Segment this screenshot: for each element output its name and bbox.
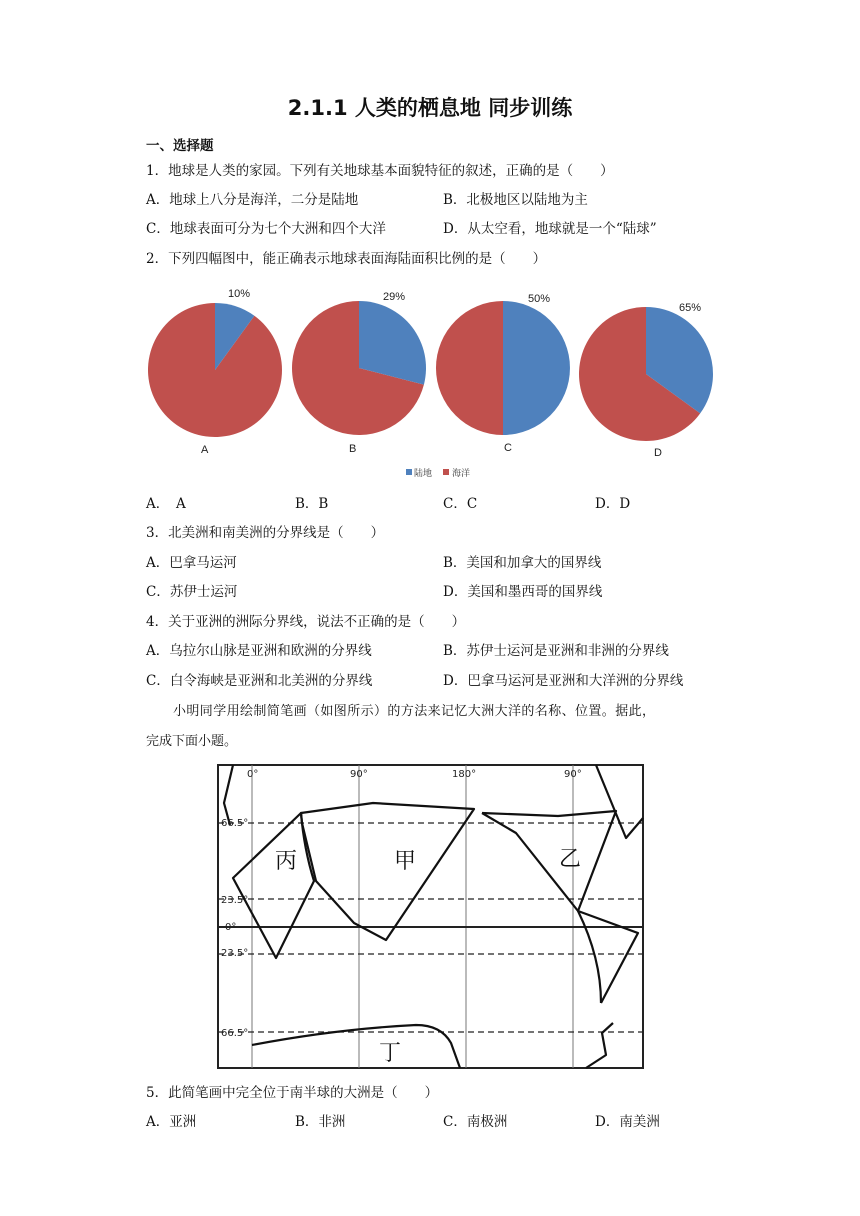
q3-option-c: C．苏伊士运河 (146, 584, 238, 600)
lon-label-90w: 90° (564, 769, 582, 780)
q3-option-d: D．美国和墨西哥的国界线 (443, 584, 603, 600)
pie-chart-label-A: A (201, 444, 209, 456)
pie-chart-label-D: D (654, 447, 662, 459)
pie-slice-land-C (503, 301, 570, 435)
map-frame (218, 765, 643, 1068)
map-label-yi: 乙 (559, 847, 582, 872)
lon-label-0: 0° (247, 769, 259, 780)
q2-stem: 2．下列四幅图中，能正确表示地球表面海陆面积比例的是（ ） (146, 251, 547, 267)
map-label-bing: 丙 (275, 849, 298, 874)
q1-stem: 1．地球是人类的家园。下列有关地球基本面貌特征的叙述，正确的是（ ） (146, 163, 614, 179)
q2-option-d: D．D (595, 496, 631, 512)
q1-option-b: B．北极地区以陆地为主 (443, 192, 588, 208)
pie-value-label-D: 65% (679, 302, 702, 314)
lat-label-66s: 66.5° (221, 1028, 249, 1039)
map-label-jia: 甲 (394, 849, 417, 874)
q2-option-c: C．C (443, 496, 478, 512)
sketch-map (216, 763, 646, 1071)
lat-label-66n: 66.5° (221, 818, 249, 829)
pie-charts (0, 278, 860, 488)
q4-option-c: C．白令海峡是亚洲和北美洲的分界线 (146, 673, 373, 689)
q3-option-b: B．美国和加拿大的国界线 (443, 555, 602, 571)
q2-option-a: A． A (146, 496, 186, 512)
q5-option-b: B．非洲 (295, 1114, 346, 1130)
page-title: 2.1.1 人类的栖息地 同步训练 (287, 96, 573, 120)
map-label-ding: 丁 (379, 1041, 402, 1066)
q4-option-a: A．乌拉尔山脉是亚洲和欧洲的分界线 (146, 643, 372, 659)
q2-option-b: B．B (295, 496, 329, 512)
legend-land-swatch (406, 469, 412, 475)
lat-label-23s: 23.5° (221, 948, 249, 959)
pie-chart-label-B: B (349, 443, 357, 455)
pie-slice-ocean-C (436, 301, 503, 435)
pie-value-label-C: 50% (528, 293, 551, 305)
q3-option-a: A．巴拿马运河 (146, 555, 237, 571)
q1-option-d: D．从太空看，地球就是一个“陆球” (443, 221, 657, 237)
legend-ocean-label: 海洋 (452, 469, 471, 479)
passage-line-1: 小明同学用绘制简笔画（如图所示）的方法来记忆大洲大洋的名称、位置。据此， (173, 704, 656, 719)
q5-option-c: C．南极洲 (443, 1114, 508, 1130)
section-heading: 一、选择题 (146, 138, 214, 154)
pie-value-label-B: 29% (383, 291, 406, 303)
q3-stem: 3．北美洲和南美洲的分界线是（ ） (146, 525, 385, 541)
q5-option-d: D．南美洲 (595, 1114, 660, 1130)
q1-option-c: C．地球表面可分为七个大洲和四个大洋 (146, 221, 386, 237)
q4-option-d: D．巴拿马运河是亚洲和大洋洲的分界线 (443, 673, 684, 689)
legend-land-label: 陆地 (414, 469, 433, 479)
lat-label-equator: 0° (225, 922, 237, 933)
pie-slice-ocean-A (148, 303, 282, 437)
q1-option-a: A．地球上八分是海洋，二分是陆地 (146, 192, 359, 208)
legend-ocean-swatch (443, 469, 449, 475)
chart-legend (406, 467, 470, 479)
q4-stem: 4．关于亚洲的洲际分界线，说法不正确的是（ ） (146, 614, 466, 630)
q4-option-b: B．苏伊士运河是亚洲和非洲的分界线 (443, 643, 669, 659)
pie-chart-label-C: C (504, 442, 512, 454)
pie-value-label-A: 10% (228, 288, 251, 300)
passage-line-2: 完成下面小题。 (146, 734, 238, 749)
lon-label-180: 180° (452, 769, 477, 780)
q5-stem: 5．此简笔画中完全位于南半球的大洲是（ ） (146, 1085, 439, 1101)
lat-label-23n: 23.5° (221, 895, 249, 906)
q5-option-a: A．亚洲 (146, 1114, 197, 1130)
lon-label-90e: 90° (350, 769, 368, 780)
